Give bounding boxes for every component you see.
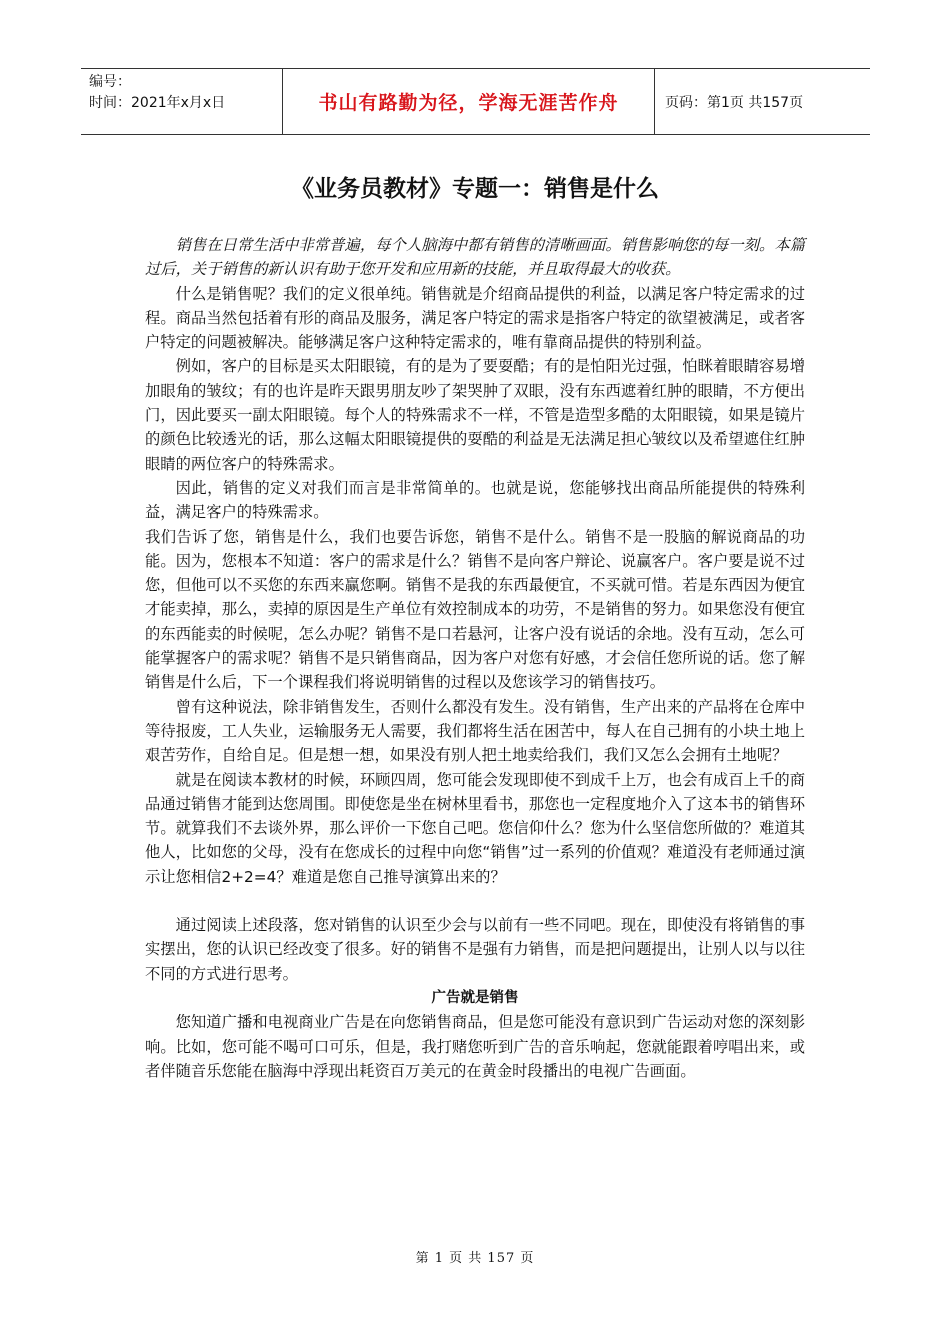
- body-paragraph: 通过阅读上述段落，您对销售的认识至少会与以前有一些不同吧。现在，即使没有将销售的事实摆出，您的认识已经改变了很多。好的销售不是强有力销售，而是把问题提出，让别人以与以往不同的方式进行思考。: [145, 916, 805, 983]
- body-paragraph: 什么是销售呢？我们的定义很单纯。销售就是介绍商品提供的利益，以满足客户特定需求的过程。商品当然包括着有形的商品及服务，满足客户特定的需求是指客户特定的欲望被满足，或者客户特定的问题被解决。能够满足客户这种特定需求的，唯有靠商品提供的特别利益。: [145, 284, 805, 352]
- body-paragraph: 例如，客户的目标是买太阳眼镜，有的是为了要耍酷；有的是怕阳光过强，怕眯着眼睛容易增加眼角的皱纹；有的也许是昨天跟男朋友吵了架哭肿了双眼，没有东西遮着红肿的眼睛，不方便出门，因此要买一副太阳眼镜。每个人的特殊需求不一样，不管是造型多酷的太阳眼镜，如果是镜片的颜色比较透光的话，那么这幅太阳眼镜提供的耍酷的利益是无法满足担心皱纹以及希望遮住红肿眼睛的两位客户的特殊需求。: [145, 357, 805, 473]
- section-subheading: 广告就是销售: [431, 989, 519, 1006]
- document-number-label: 编号：: [89, 74, 131, 90]
- document-title: 《业务员教材》专题一：销售是什么: [291, 176, 659, 202]
- paragraph-spacer: [145, 889, 805, 913]
- intro-paragraph: 销售在日常生活中非常普遍，每个人脑海中都有销售的清晰画面。销售影响您的每一刻。本篇过后，关于销售的新认识有助于您开发和应用新的技能，并且取得最大的收获。: [145, 236, 805, 279]
- header-meta: [81, 69, 282, 134]
- page-footer: 第 1 页 共 157 页: [415, 1251, 535, 1266]
- header-page-info: 页码：第1页 共157页: [665, 94, 804, 111]
- body-paragraph: 您知道广播和电视商业广告是在向您销售商品，但是您可能没有意识到广告运动对您的深刻影响。比如，您可能不喝可口可乐，但是，我打赌您听到广告的音乐响起，您就能跟着哼唱出来，或者伴随音乐您能在脑海中浮现出耗资百万美元的在黄金时段播出的电视广告画面。: [145, 1013, 805, 1080]
- body-paragraph: 曾有这种说法，除非销售发生，否则什么都没有发生。没有销售，生产出来的产品将在仓库中等待报废，工人失业，运输服务无人需要，我们都将生活在困苦中，每人在自己拥有的小块土地上艰苦劳作，自给自足。但是想一想，如果没有别人把土地卖给我们，我们又怎么会拥有土地呢？: [145, 697, 805, 765]
- header-motto: 书山有路勤为径，学海无涯苦作舟: [282, 69, 655, 134]
- document-body: [145, 233, 805, 1083]
- body-paragraph: 因此，销售的定义对我们而言是非常简单的。也就是说，您能够找出商品所能提供的特殊利益，满足客户的特殊需求。: [145, 478, 805, 522]
- body-paragraph: 就是在阅读本教材的时候，环顾四周，您可能会发现即使不到成千上万，也会有成百上千的商品通过销售才能到达您周围。即使您是坐在树林里看书，那您也一定程度地介入了这本书的销售环节。就算我们不去谈外界，那么评价一下您自己吧。您信仰什么？您为什么坚信您所做的？难道其他人，比如您的父母，没有在您成长的过程中向您“销售”过一系列的价值观？难道没有老师通过演示让您相信2+2=4？难道是您自己推导演算出来的？: [145, 770, 805, 886]
- body-paragraph: 我们告诉了您，销售是什么，我们也要告诉您，销售不是什么。销售不是一股脑的解说商品的功能。因为，您根本不知道：客户的需求是什么？销售不是向客户辩论、说赢客户。客户要是说不过您，但他可以不买您的东西来赢您啊。销售不是我的东西最便宜，不买就可惜。若是东西因为便宜才能卖掉，那么，卖掉的原因是生产单位有效控制成本的功劳，不是销售的努力。如果您没有便宜的东西能卖的时候呢，怎么办呢？销售不是口若悬河，让客户没有说话的余地。没有互动，怎么可能掌握客户的需求呢？销售不是只销售商品，因为客户对您有好感，才会信任您所说的话。您了解销售是什么后，下一个课程我们将说明销售的过程以及您该学习的销售技巧。: [145, 527, 805, 692]
- page-header: [81, 68, 870, 135]
- document-time-label: 时间：2021年x月x日: [89, 95, 226, 111]
